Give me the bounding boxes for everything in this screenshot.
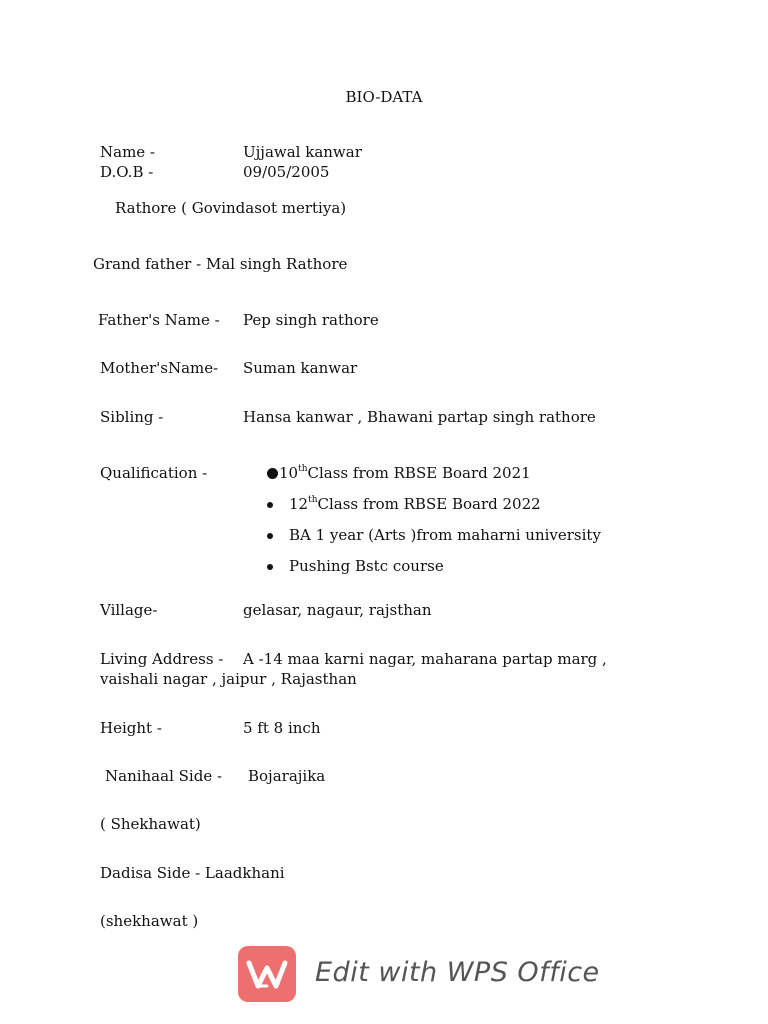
bullet-icon <box>267 533 273 539</box>
qualification-item <box>279 463 531 483</box>
height-label: Height - <box>100 719 162 737</box>
qualification-superscript: th <box>308 495 318 505</box>
village-value: gelasar, nagaur, rajsthan <box>243 601 432 619</box>
dadisa-clan: (shekhawat ) <box>100 912 199 930</box>
page-title: BIO-DATA <box>345 88 423 106</box>
wps-logo-icon[interactable] <box>238 946 296 1002</box>
dadisa-text: Dadisa Side - Laadkhani <box>100 864 285 882</box>
nanihaal-label: Nanihaal Side - <box>105 767 223 785</box>
dob-label: D.O.B - <box>100 163 154 181</box>
name-value: Ujjawal kanwar <box>243 143 362 161</box>
address-value-line1: A -14 maa karni nagar, maharana partap marg , <box>243 650 607 668</box>
father-value: Pep singh rathore <box>243 311 379 329</box>
height-value: 5 ft 8 inch <box>243 719 321 737</box>
wps-watermark-text[interactable]: Edit with WPS Office <box>315 957 600 988</box>
qualification-item: BA 1 year (Arts )from maharni university <box>289 526 601 544</box>
qualification-number: 12 <box>289 495 309 513</box>
address-value-line2: vaishali nagar , jaipur , Rajasthan <box>100 670 357 688</box>
mother-value: Suman kanwar <box>243 359 358 377</box>
qualification-item: Pushing Bstc course <box>289 557 444 575</box>
qualification-text: Class from RBSE Board 2021 <box>307 464 531 482</box>
bullet-icon <box>267 468 278 479</box>
sibling-label: Sibling - <box>100 408 164 426</box>
name-label: Name - <box>100 143 156 161</box>
qualification-superscript: th <box>298 464 308 474</box>
village-label: Village- <box>100 601 158 619</box>
nanihaal-clan: ( Shekhawat) <box>100 815 201 833</box>
sibling-value: Hansa kanwar , Bhawani partap singh rathore <box>243 408 596 426</box>
father-label: Father's Name - <box>98 311 220 329</box>
qualification-number: 10 <box>279 464 299 482</box>
dob-value: 09/05/2005 <box>243 163 330 181</box>
qualification-item <box>289 494 541 514</box>
bullet-icon <box>267 502 273 508</box>
nanihaal-value: Bojarajika <box>248 767 326 785</box>
mother-label: Mother'sName- <box>100 359 219 377</box>
address-label: Living Address - <box>100 650 224 668</box>
qualification-text: Class from RBSE Board 2022 <box>317 495 541 513</box>
grandfather-text: Grand father - Mal singh Rathore <box>93 255 348 273</box>
clan-text: Rathore ( Govindasot mertiya) <box>115 199 347 217</box>
qualification-label: Qualification - <box>100 464 208 482</box>
bullet-icon <box>267 564 273 570</box>
